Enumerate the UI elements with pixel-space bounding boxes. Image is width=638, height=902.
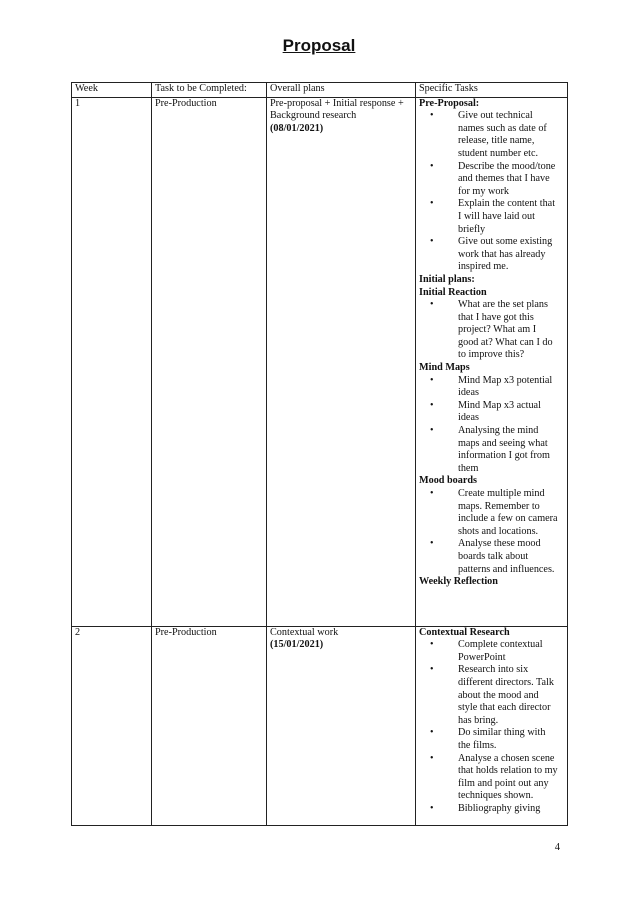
table-row xyxy=(72,626,568,825)
section-heading: Contextual Research xyxy=(419,626,510,638)
section-heading: Weekly Reflection xyxy=(419,576,498,588)
task-list xyxy=(419,299,564,362)
list-item: • Do similar thing with the films. xyxy=(419,727,558,752)
task-list xyxy=(419,639,564,815)
week-cell: 2 xyxy=(72,626,152,825)
task-list xyxy=(419,375,564,476)
header-specific-tasks: Specific Tasks xyxy=(416,83,568,98)
plan-date: (15/01/2021) xyxy=(270,639,324,651)
task-list xyxy=(419,488,564,576)
list-item: • Bibliography giving xyxy=(419,803,558,816)
list-item: • Describe the mood/tone and themes that I have for my work xyxy=(419,161,558,199)
page-number: 4 xyxy=(554,842,560,853)
specific-tasks-cell xyxy=(416,97,568,626)
plan-text: Pre-proposal + Initial response + Background research xyxy=(270,97,404,122)
list-item: • Analyse a chosen scene that holds relation to my film and point out any techniques shown. xyxy=(419,753,558,803)
section-heading: Pre-Proposal: xyxy=(419,97,480,109)
page-title: Proposal xyxy=(282,36,356,55)
header-overall-plans: Overall plans xyxy=(267,83,416,98)
section-heading: Mind Maps xyxy=(419,362,470,374)
list-item: • Complete contextual PowerPoint xyxy=(419,639,558,664)
week-cell: 1 xyxy=(72,97,152,626)
table-row xyxy=(72,97,568,626)
section-heading: Mood boards xyxy=(419,475,478,487)
list-item: • Mind Map x3 actual ideas xyxy=(419,400,558,425)
list-item: • Analysing the mind maps and seeing what information I got from them xyxy=(419,425,558,475)
list-item: • Create multiple mind maps. Remember to include a few on camera shots and locations. xyxy=(419,488,558,538)
list-item: • Give out technical names such as date of release, title name, student number etc. xyxy=(419,110,558,160)
header-task: Task to be Completed: xyxy=(152,83,267,98)
list-item: • What are the set plans that I have got this project? What am I good at? What can I do to improve this? xyxy=(419,299,558,362)
section-heading: Initial plans: xyxy=(419,273,475,285)
plan-cell xyxy=(267,97,416,626)
task-cell: Pre-Production xyxy=(152,626,267,825)
list-item: • Explain the content that I will have laid out briefly xyxy=(419,198,558,236)
list-item: • Give out some existing work that has already inspired me. xyxy=(419,236,558,274)
specific-tasks-cell xyxy=(416,626,568,825)
header-week: Week xyxy=(72,83,152,98)
task-cell: Pre-Production xyxy=(152,97,267,626)
task-list xyxy=(419,110,564,274)
plan-date: (08/01/2021) xyxy=(270,122,324,134)
table-header-row xyxy=(72,83,568,98)
production-schedule-table xyxy=(71,82,568,826)
list-item: • Mind Map x3 potential ideas xyxy=(419,375,558,400)
list-item: • Analyse these mood boards talk about patterns and influences. xyxy=(419,538,558,576)
plan-text: Contextual work xyxy=(270,626,339,638)
section-heading: Initial Reaction xyxy=(419,286,487,298)
plan-cell xyxy=(267,626,416,825)
list-item: • Research into six different directors. Talk about the mood and style that each director has bring. xyxy=(419,664,558,727)
